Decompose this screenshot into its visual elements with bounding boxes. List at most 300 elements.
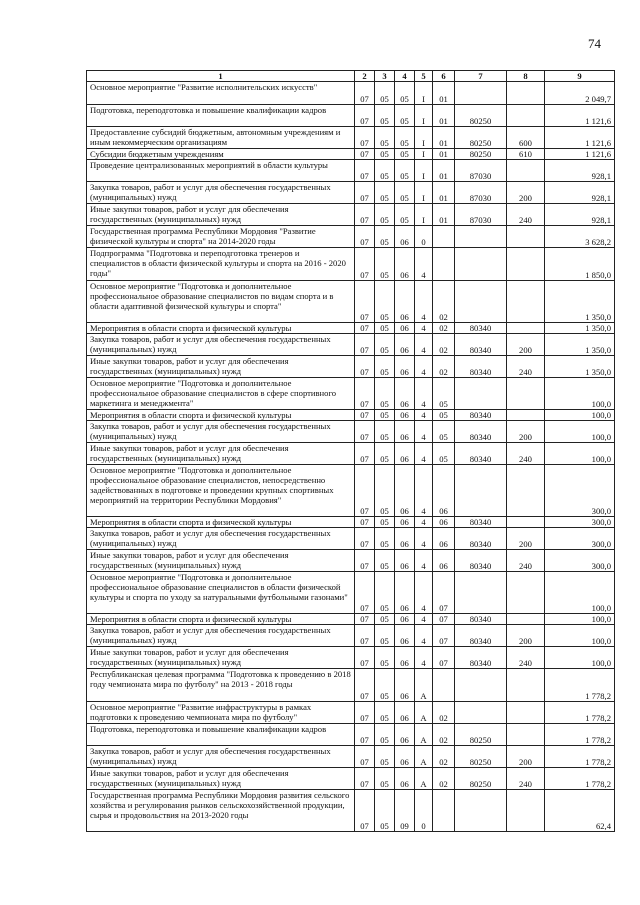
code-cell <box>507 281 545 323</box>
code-cell: 07 <box>433 647 455 669</box>
code-cell: 200 <box>507 421 545 443</box>
code-cell: 80340 <box>455 614 507 625</box>
code-cell: 0 <box>415 790 433 832</box>
code-cell <box>455 669 507 702</box>
code-cell <box>507 724 545 746</box>
code-cell: 4 <box>415 572 433 614</box>
amount-cell: 1 350,0 <box>545 281 615 323</box>
code-cell: 0 <box>415 226 433 248</box>
code-cell: 4 <box>415 465 433 517</box>
code-cell: 07 <box>355 647 375 669</box>
code-cell: 07 <box>355 517 375 528</box>
code-cell: 07 <box>355 410 375 421</box>
item-name-cell: Иные закупки товаров, работ и услуг для обеспечения государственных (муниципальных) нужд <box>87 443 355 465</box>
code-cell: 07 <box>355 572 375 614</box>
code-cell: 07 <box>355 625 375 647</box>
table-body <box>87 82 615 832</box>
table-row <box>87 517 615 528</box>
code-cell: 01 <box>433 82 455 105</box>
table-row <box>87 323 615 334</box>
amount-cell: 100,0 <box>545 421 615 443</box>
code-cell: 4 <box>415 647 433 669</box>
code-cell: 09 <box>395 790 415 832</box>
table-row <box>87 528 615 550</box>
code-cell: 240 <box>507 550 545 572</box>
code-cell <box>507 82 545 105</box>
code-cell: 06 <box>395 378 415 410</box>
code-cell: 05 <box>375 323 395 334</box>
table-row <box>87 421 615 443</box>
code-cell: 07 <box>355 248 375 281</box>
table-row <box>87 82 615 105</box>
code-cell: 05 <box>375 204 395 226</box>
code-cell: 02 <box>433 323 455 334</box>
code-cell: 05 <box>375 517 395 528</box>
table-row <box>87 572 615 614</box>
amount-cell: 1 850,0 <box>545 248 615 281</box>
item-name-cell: Мероприятия в области спорта и физической культуры <box>87 410 355 421</box>
code-cell: 02 <box>433 724 455 746</box>
table-row <box>87 182 615 204</box>
code-cell: 05 <box>375 550 395 572</box>
code-cell: 80340 <box>455 517 507 528</box>
code-cell: 07 <box>355 334 375 356</box>
code-cell: 06 <box>395 746 415 768</box>
code-cell: А <box>415 768 433 790</box>
code-cell: 05 <box>375 669 395 702</box>
code-cell: 06 <box>433 550 455 572</box>
amount-cell: 100,0 <box>545 410 615 421</box>
item-name-cell: Иные закупки товаров, работ и услуг для обеспечения государственных (муниципальных) нужд <box>87 768 355 790</box>
amount-cell: 1 778,2 <box>545 724 615 746</box>
table-row <box>87 160 615 182</box>
code-cell: 05 <box>375 127 395 149</box>
code-cell: 05 <box>375 702 395 724</box>
amount-cell: 1 778,2 <box>545 669 615 702</box>
column-header: 6 <box>433 71 455 82</box>
item-name-cell: Подготовка, переподготовка и повышение квалификации кадров <box>87 105 355 127</box>
code-cell <box>455 702 507 724</box>
code-cell: 80340 <box>455 410 507 421</box>
code-cell: 87030 <box>455 160 507 182</box>
code-cell: 80250 <box>455 724 507 746</box>
code-cell: 80340 <box>455 356 507 378</box>
item-name-cell: Государственная программа Республики Мордовия "Развитие физической культуры и спорта" на 2014-2020 годы <box>87 226 355 248</box>
code-cell: 4 <box>415 421 433 443</box>
code-cell: 87030 <box>455 204 507 226</box>
code-cell: 05 <box>375 160 395 182</box>
code-cell: 07 <box>355 768 375 790</box>
code-cell: 05 <box>375 281 395 323</box>
code-cell: 240 <box>507 204 545 226</box>
column-header: 8 <box>507 71 545 82</box>
table-row <box>87 204 615 226</box>
code-cell: 05 <box>375 465 395 517</box>
amount-cell: 300,0 <box>545 550 615 572</box>
column-header: 2 <box>355 71 375 82</box>
budget-table <box>86 70 615 832</box>
code-cell: I <box>415 82 433 105</box>
code-cell: 07 <box>355 724 375 746</box>
code-cell <box>507 248 545 281</box>
amount-cell: 1 350,0 <box>545 334 615 356</box>
code-cell: 05 <box>375 528 395 550</box>
code-cell: 05 <box>375 410 395 421</box>
item-name-cell: Мероприятия в области спорта и физической культуры <box>87 517 355 528</box>
table-row <box>87 614 615 625</box>
code-cell: 06 <box>395 647 415 669</box>
code-cell: 02 <box>433 746 455 768</box>
item-name-cell: Закупка товаров, работ и услуг для обеспечения государственных (муниципальных) нужд <box>87 528 355 550</box>
code-cell <box>507 160 545 182</box>
table-row <box>87 226 615 248</box>
code-cell <box>455 572 507 614</box>
code-cell: 200 <box>507 625 545 647</box>
code-cell: 4 <box>415 248 433 281</box>
code-cell <box>455 378 507 410</box>
item-name-cell: Основное мероприятие "Развитие исполнительских искусств" <box>87 82 355 105</box>
code-cell: 06 <box>395 702 415 724</box>
item-name-cell: Закупка товаров, работ и услуг для обеспечения государственных (муниципальных) нужд <box>87 334 355 356</box>
code-cell: 05 <box>375 226 395 248</box>
table-row <box>87 625 615 647</box>
code-cell: 240 <box>507 768 545 790</box>
item-name-cell: Иные закупки товаров, работ и услуг для обеспечения государственных (муниципальных) нужд <box>87 647 355 669</box>
item-name-cell: Подпрограмма "Подготовка и переподготовка тренеров и специалистов в области физической культуры и спорта на 2016 - 2020 годы" <box>87 248 355 281</box>
code-cell: 05 <box>375 182 395 204</box>
table-row <box>87 410 615 421</box>
table-row <box>87 378 615 410</box>
code-cell: 07 <box>355 669 375 702</box>
code-cell: I <box>415 160 433 182</box>
code-cell: 80250 <box>455 105 507 127</box>
code-cell: 07 <box>355 746 375 768</box>
table-row <box>87 127 615 149</box>
column-header: 9 <box>545 71 615 82</box>
code-cell: 4 <box>415 614 433 625</box>
code-cell: 05 <box>375 356 395 378</box>
code-cell: 01 <box>433 149 455 160</box>
column-header: 7 <box>455 71 507 82</box>
item-name-cell: Основное мероприятие "Подготовка и дополнительное профессиональное образование специалистов в сфере спортивного маркетинга и менеджмента" <box>87 378 355 410</box>
code-cell: 06 <box>395 356 415 378</box>
amount-cell: 928,1 <box>545 182 615 204</box>
code-cell: 06 <box>395 517 415 528</box>
code-cell: 05 <box>395 149 415 160</box>
code-cell: 07 <box>355 323 375 334</box>
code-cell: 06 <box>395 323 415 334</box>
code-cell: 07 <box>355 614 375 625</box>
code-cell: 05 <box>433 443 455 465</box>
code-cell: 06 <box>395 334 415 356</box>
table-row <box>87 443 615 465</box>
code-cell: 06 <box>433 517 455 528</box>
code-cell: 05 <box>375 572 395 614</box>
item-name-cell: Иные закупки товаров, работ и услуг для обеспечения государственных (муниципальных) нужд <box>87 204 355 226</box>
item-name-cell: Государственная программа Республики Мордовия развития сельского хозяйства и регулирования рынков сельскохозяйственной продукции, сырья и продовольствия на 2013-2020 годы <box>87 790 355 832</box>
amount-cell: 1 778,2 <box>545 768 615 790</box>
item-name-cell: Иные закупки товаров, работ и услуг для обеспечения государственных (муниципальных) нужд <box>87 550 355 572</box>
code-cell: 06 <box>395 443 415 465</box>
code-cell: 01 <box>433 127 455 149</box>
item-name-cell: Подготовка, переподготовка и повышение квалификации кадров <box>87 724 355 746</box>
code-cell <box>433 790 455 832</box>
code-cell: А <box>415 724 433 746</box>
table-header-row <box>87 71 615 82</box>
page-number: 74 <box>588 36 601 51</box>
code-cell: 240 <box>507 356 545 378</box>
code-cell: 05 <box>395 204 415 226</box>
code-cell: 01 <box>433 204 455 226</box>
amount-cell: 1 350,0 <box>545 323 615 334</box>
code-cell: 07 <box>355 182 375 204</box>
code-cell: 05 <box>395 127 415 149</box>
item-name-cell: Закупка товаров, работ и услуг для обеспечения государственных (муниципальных) нужд <box>87 182 355 204</box>
code-cell: 07 <box>355 105 375 127</box>
code-cell: 80340 <box>455 647 507 669</box>
code-cell: 01 <box>433 182 455 204</box>
code-cell: 80340 <box>455 625 507 647</box>
code-cell: 02 <box>433 768 455 790</box>
item-name-cell: Предоставление субсидий бюджетным, автономным учреждениям и иным некоммерческим организациям <box>87 127 355 149</box>
code-cell: 07 <box>355 465 375 517</box>
code-cell: 05 <box>375 746 395 768</box>
code-cell: 4 <box>415 378 433 410</box>
code-cell: 240 <box>507 443 545 465</box>
code-cell <box>507 105 545 127</box>
amount-cell: 100,0 <box>545 614 615 625</box>
table-row <box>87 465 615 517</box>
code-cell <box>507 323 545 334</box>
amount-cell: 62,4 <box>545 790 615 832</box>
table-row <box>87 550 615 572</box>
table-row <box>87 790 615 832</box>
code-cell: I <box>415 182 433 204</box>
code-cell: 240 <box>507 647 545 669</box>
code-cell: 80340 <box>455 550 507 572</box>
code-cell: 4 <box>415 443 433 465</box>
item-name-cell: Проведение централизованных мероприятий в области культуры <box>87 160 355 182</box>
amount-cell: 100,0 <box>545 647 615 669</box>
item-name-cell: Основное мероприятие "Развитие инфраструктуры в рамках подготовки к проведению чемпионата мира по футболу" <box>87 702 355 724</box>
code-cell: 05 <box>375 647 395 669</box>
code-cell: 06 <box>395 625 415 647</box>
code-cell: 07 <box>355 226 375 248</box>
item-name-cell: Республиканская целевая программа "Подготовка к проведению в 2018 году чемпионата мира по футболу" на 2013 - 2018 годы <box>87 669 355 702</box>
code-cell: 4 <box>415 625 433 647</box>
code-cell: 06 <box>395 410 415 421</box>
amount-cell: 300,0 <box>545 528 615 550</box>
code-cell <box>455 281 507 323</box>
code-cell: 80340 <box>455 421 507 443</box>
code-cell: 07 <box>355 127 375 149</box>
code-cell: 06 <box>395 724 415 746</box>
amount-cell: 100,0 <box>545 443 615 465</box>
code-cell: 01 <box>433 160 455 182</box>
code-cell: 200 <box>507 182 545 204</box>
table-row <box>87 248 615 281</box>
table-row <box>87 669 615 702</box>
code-cell: 05 <box>375 82 395 105</box>
code-cell: 05 <box>375 768 395 790</box>
code-cell: 80340 <box>455 323 507 334</box>
amount-cell: 1 350,0 <box>545 356 615 378</box>
code-cell: 05 <box>375 378 395 410</box>
code-cell: 06 <box>395 614 415 625</box>
code-cell: 07 <box>355 82 375 105</box>
code-cell: 05 <box>375 443 395 465</box>
item-name-cell: Мероприятия в области спорта и физической культуры <box>87 614 355 625</box>
code-cell: 06 <box>433 528 455 550</box>
code-cell: А <box>415 702 433 724</box>
code-cell: А <box>415 669 433 702</box>
column-header: 1 <box>87 71 355 82</box>
code-cell: 07 <box>355 356 375 378</box>
code-cell: 02 <box>433 356 455 378</box>
amount-cell: 2 049,7 <box>545 82 615 105</box>
code-cell: 4 <box>415 410 433 421</box>
column-header: 5 <box>415 71 433 82</box>
code-cell <box>507 226 545 248</box>
code-cell: 06 <box>395 572 415 614</box>
table-row <box>87 149 615 160</box>
item-name-cell: Субсидии бюджетным учреждениям <box>87 149 355 160</box>
code-cell <box>507 614 545 625</box>
table-row <box>87 724 615 746</box>
code-cell: 80340 <box>455 443 507 465</box>
code-cell: 87030 <box>455 182 507 204</box>
code-cell: 80340 <box>455 334 507 356</box>
code-cell: 05 <box>375 334 395 356</box>
code-cell: 07 <box>355 550 375 572</box>
code-cell <box>455 226 507 248</box>
code-cell <box>455 82 507 105</box>
code-cell: 05 <box>395 105 415 127</box>
code-cell: 4 <box>415 334 433 356</box>
code-cell <box>507 410 545 421</box>
amount-cell: 3 628,2 <box>545 226 615 248</box>
code-cell: 07 <box>355 421 375 443</box>
table-row <box>87 334 615 356</box>
code-cell: 06 <box>395 669 415 702</box>
code-cell: 05 <box>375 625 395 647</box>
code-cell: 4 <box>415 323 433 334</box>
code-cell: 06 <box>395 550 415 572</box>
item-name-cell: Основное мероприятие "Подготовка и дополнительное профессиональное образование специалистов, непосредственно задействованных в подготовке и проведении крупных спортивных мероприятий на территории Республики Мордовия" <box>87 465 355 517</box>
amount-cell: 1 121,6 <box>545 149 615 160</box>
code-cell: 05 <box>375 105 395 127</box>
code-cell <box>507 378 545 410</box>
item-name-cell: Мероприятия в области спорта и физической культуры <box>87 323 355 334</box>
code-cell: 06 <box>433 465 455 517</box>
code-cell: 07 <box>433 614 455 625</box>
code-cell: 600 <box>507 127 545 149</box>
code-cell: 05 <box>433 421 455 443</box>
table-row <box>87 746 615 768</box>
code-cell: 4 <box>415 517 433 528</box>
code-cell: 05 <box>395 160 415 182</box>
code-cell: 06 <box>395 528 415 550</box>
code-cell: I <box>415 105 433 127</box>
code-cell: 06 <box>395 465 415 517</box>
code-cell <box>507 465 545 517</box>
code-cell: 07 <box>433 625 455 647</box>
amount-cell: 1 778,2 <box>545 702 615 724</box>
code-cell: 05 <box>375 421 395 443</box>
code-cell: 4 <box>415 528 433 550</box>
code-cell <box>507 702 545 724</box>
code-cell: 4 <box>415 281 433 323</box>
amount-cell: 1 121,6 <box>545 127 615 149</box>
code-cell <box>433 669 455 702</box>
code-cell: 05 <box>375 149 395 160</box>
code-cell: 05 <box>375 724 395 746</box>
code-cell: I <box>415 149 433 160</box>
item-name-cell: Закупка товаров, работ и услуг для обеспечения государственных (муниципальных) нужд <box>87 746 355 768</box>
code-cell: 01 <box>433 105 455 127</box>
code-cell <box>507 669 545 702</box>
item-name-cell: Закупка товаров, работ и услуг для обеспечения государственных (муниципальных) нужд <box>87 421 355 443</box>
table-row <box>87 356 615 378</box>
code-cell: 4 <box>415 356 433 378</box>
code-cell: 06 <box>395 281 415 323</box>
code-cell: I <box>415 204 433 226</box>
code-cell: 07 <box>355 281 375 323</box>
item-name-cell: Закупка товаров, работ и услуг для обеспечения государственных (муниципальных) нужд <box>87 625 355 647</box>
code-cell: 07 <box>355 204 375 226</box>
amount-cell: 300,0 <box>545 517 615 528</box>
code-cell: 200 <box>507 334 545 356</box>
code-cell <box>507 790 545 832</box>
table-row <box>87 702 615 724</box>
amount-cell: 928,1 <box>545 160 615 182</box>
code-cell <box>455 248 507 281</box>
table-row <box>87 105 615 127</box>
column-header: 4 <box>395 71 415 82</box>
code-cell: 05 <box>395 82 415 105</box>
code-cell: 200 <box>507 746 545 768</box>
code-cell <box>455 790 507 832</box>
code-cell: 06 <box>395 226 415 248</box>
code-cell: 05 <box>375 790 395 832</box>
code-cell: 80250 <box>455 149 507 160</box>
amount-cell: 100,0 <box>545 625 615 647</box>
code-cell: 05 <box>433 378 455 410</box>
code-cell: 07 <box>355 702 375 724</box>
code-cell: 80340 <box>455 528 507 550</box>
amount-cell: 100,0 <box>545 378 615 410</box>
code-cell <box>433 226 455 248</box>
amount-cell: 1 778,2 <box>545 746 615 768</box>
table-row <box>87 647 615 669</box>
code-cell: 06 <box>395 421 415 443</box>
code-cell: 07 <box>433 572 455 614</box>
item-name-cell: Иные закупки товаров, работ и услуг для обеспечения государственных (муниципальных) нужд <box>87 356 355 378</box>
code-cell: 05 <box>375 614 395 625</box>
code-cell: 07 <box>355 443 375 465</box>
table-row <box>87 281 615 323</box>
amount-cell: 928,1 <box>545 204 615 226</box>
amount-cell: 1 121,6 <box>545 105 615 127</box>
code-cell <box>455 465 507 517</box>
code-cell: 02 <box>433 281 455 323</box>
code-cell: 80250 <box>455 768 507 790</box>
code-cell: 80250 <box>455 127 507 149</box>
code-cell: I <box>415 127 433 149</box>
code-cell <box>507 572 545 614</box>
item-name-cell: Основное мероприятие "Подготовка и дополнительное профессиональное образование специалистов в области физической культуры и спорта по уходу за натуральными футбольными газонами" <box>87 572 355 614</box>
code-cell: 05 <box>375 248 395 281</box>
